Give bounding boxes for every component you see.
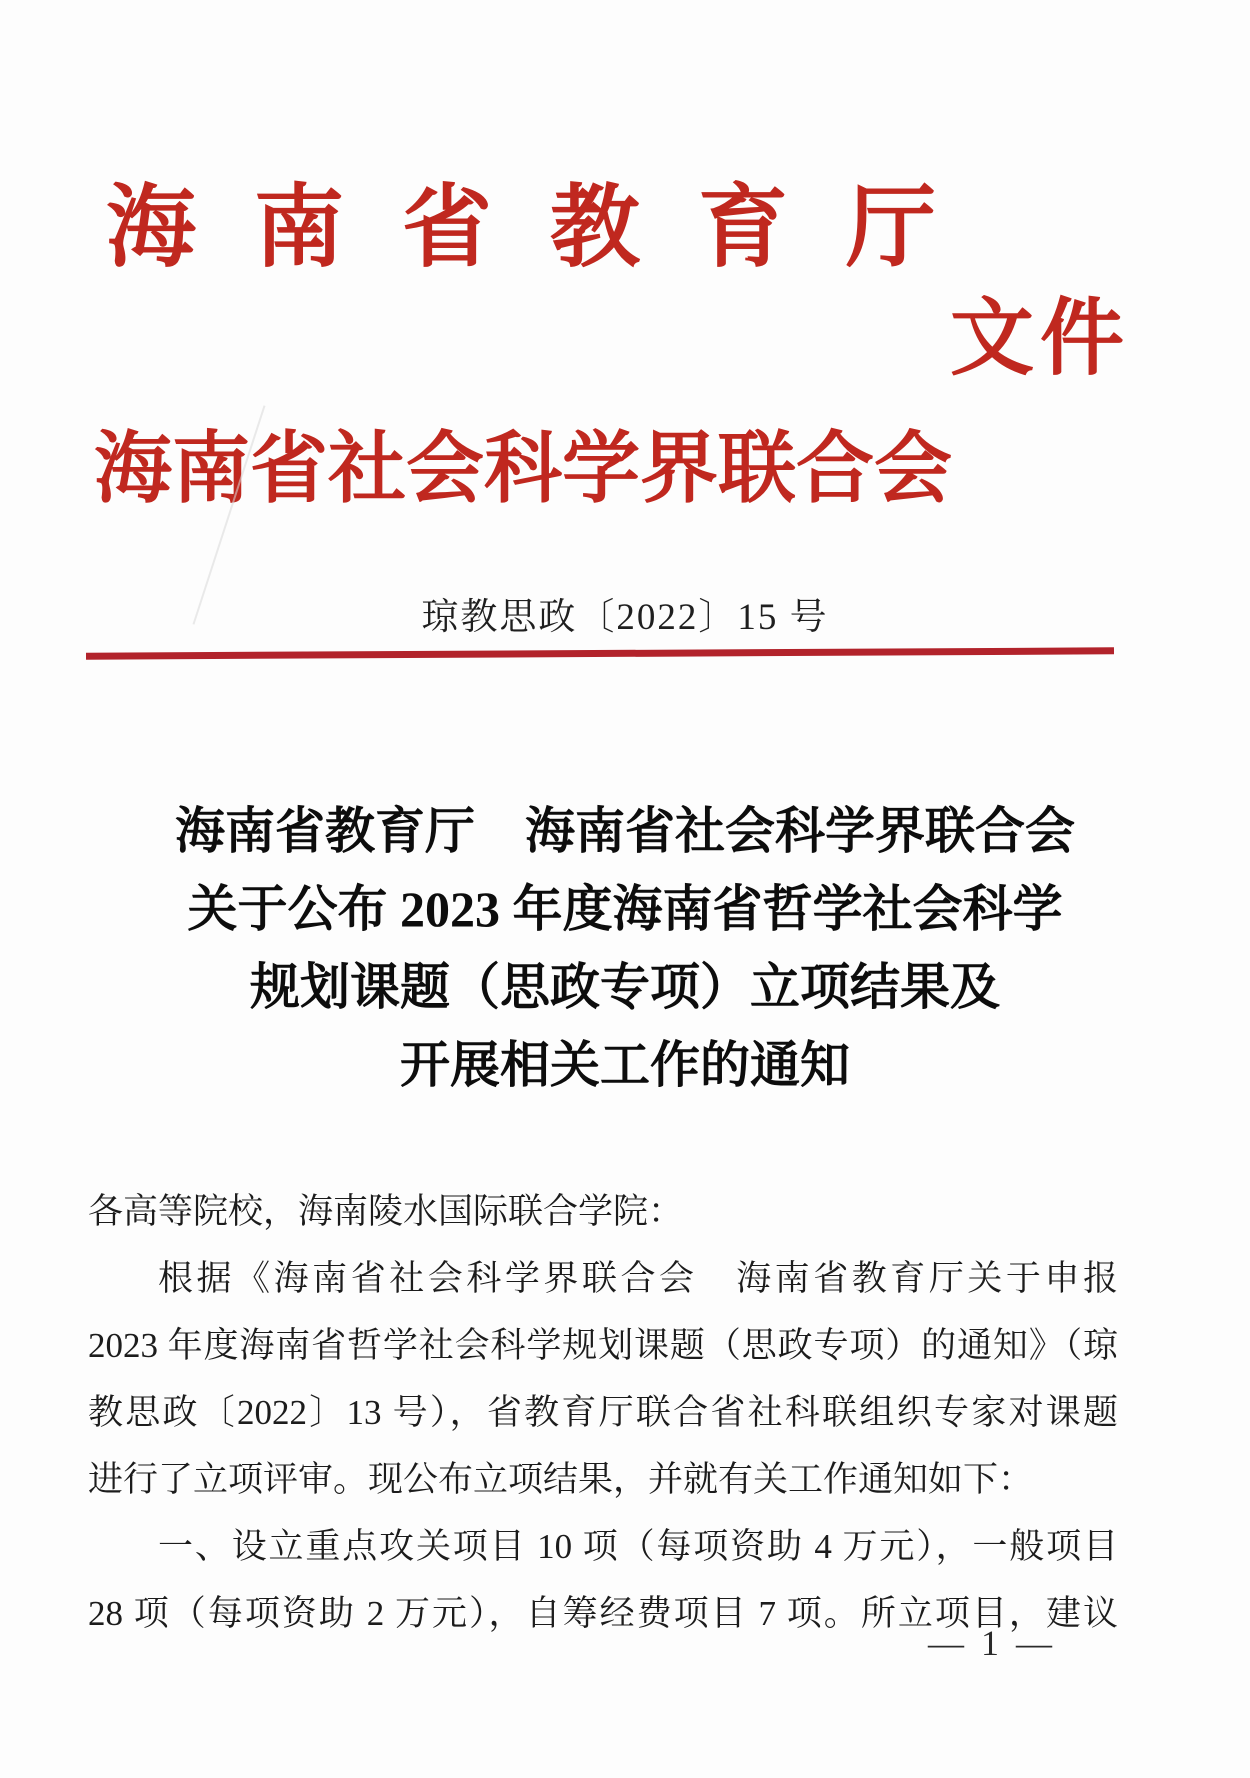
body-line: 教思政〔2022〕13 号），省教育厅联合省社科联组织专家对课题	[88, 1393, 1118, 1432]
body-line: 28 项（每项资助 2 万元），自筹经费项目 7 项。所立项目，建议	[88, 1594, 1118, 1633]
red-divider-rule	[86, 647, 1114, 659]
page-number: — 1 —	[928, 1623, 1056, 1663]
title-line-2: 关于公布 2023 年度海南省哲学社会科学	[187, 881, 1063, 937]
document-reference-number: 琼教思政〔2022〕15 号	[421, 597, 829, 638]
body-line: 2023 年度海南省哲学社会科学规划课题（思政专项）的通知》（琼	[88, 1326, 1118, 1365]
letterhead-agency-social-science-federation: 海南省社会科学界联合会	[94, 425, 953, 512]
letterhead-agency-education-dept: 海南省教育厅	[106, 179, 994, 278]
letterhead-wenjian-label: 文件	[950, 293, 1131, 386]
title-line-4: 开展相关工作的通知	[400, 1037, 850, 1093]
document-title	[0, 792, 1250, 1104]
title-line-3: 规划课题（思政专项）立项结果及	[250, 959, 1000, 1015]
body-line: 一、设立重点攻关项目 10 项（每项资助 4 万元），一般项目	[158, 1527, 1118, 1566]
body-line: 根据《海南省社会科学界联合会 海南省教育厅关于申报	[158, 1259, 1118, 1298]
title-line-1: 海南省教育厅 海南省社会科学界联合会	[175, 803, 1075, 859]
body-salutation: 各高等院校，海南陵水国际联合学院：	[88, 1192, 684, 1231]
body-line: 进行了立项评审。现公布立项结果，并就有关工作通知如下：	[88, 1460, 1034, 1499]
document-body	[88, 1178, 1118, 1647]
